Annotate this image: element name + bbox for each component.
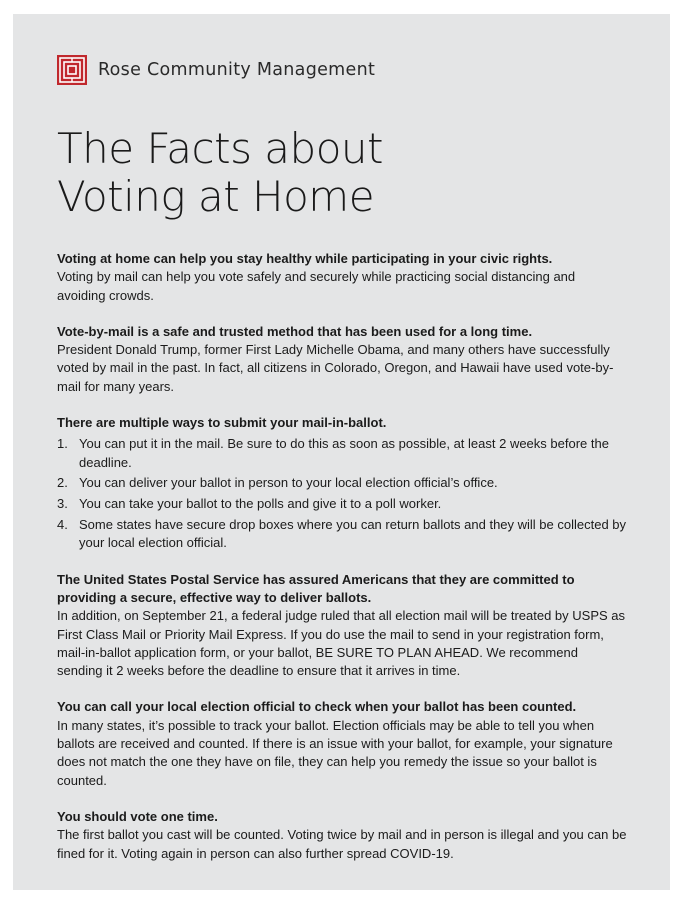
list-item-text: You can put it in the mail. Be sure to do this as soon as possible, at least 2 weeks before the deadline. <box>79 436 609 470</box>
section-heading: You can call your local election official to check when your ballot has been counted. <box>57 699 577 715</box>
section-stay-healthy <box>57 250 627 305</box>
section-body: Voting by mail can help you vote safely and securely while practicing social distancing and avoiding crowds. <box>57 269 576 303</box>
list-item <box>57 495 627 513</box>
submit-ways-list <box>57 435 627 552</box>
list-item-number: 2. <box>57 475 68 491</box>
list-item-text: You can take your ballot to the polls and give it to a poll worker. <box>79 496 442 512</box>
section-body: In addition, on September 21, a federal judge ruled that all election mail will be treated by USPS as First Class Mail or Priority Mail Express. If you do use the mail to send in your registration form, mail-in-ballot application form, or your ballot, BE SURE TO PLAN AHEAD. We recommend sending it 2 weeks before the deadline to ensure that it arrives in time. <box>57 608 626 679</box>
section-heading: There are multiple ways to submit your mail-in-ballot. <box>57 415 387 431</box>
section-body: In many states, it’s possible to track your ballot. Election officials may be able to tell you when ballots are received and counted. If there is an issue with your ballot, for example, your signature does not match the one they have on file, they can help you remedy the issue so your ballot is counted. <box>57 717 613 788</box>
page-title <box>57 125 383 221</box>
list-item-text: You can deliver your ballot in person to your local election official’s office. <box>79 475 498 491</box>
section-body: President Donald Trump, former First Lady Michelle Obama, and many others have successfully voted by mail in the past. In fact, all citizens in Colorado, Oregon, and Hawaii have used vote-by-mail for many years. <box>57 342 614 394</box>
section-heading: Vote-by-mail is a safe and trusted method that has been used for a long time. <box>57 323 533 339</box>
rose-square-logo-icon <box>57 55 87 85</box>
fact-sections <box>57 250 627 863</box>
title-line-1: The Facts about <box>57 124 383 173</box>
brand-name: Rose Community Management <box>98 60 376 80</box>
section-submit-ways <box>57 414 627 553</box>
title-line-2: Voting at Home <box>57 172 375 221</box>
section-heading: You should vote one time. <box>57 808 218 824</box>
flyer-page <box>13 14 670 890</box>
section-usps <box>57 571 627 681</box>
section-body: The first ballot you cast will be counted. Voting twice by mail and in person is illegal and you can be fined for it. Voting again in person can also further spread COVID-19. <box>57 827 627 861</box>
list-item-text: Some states have secure drop boxes where you can return ballots and they will be collected by your local election official. <box>79 517 627 551</box>
list-item <box>57 516 627 553</box>
list-item-number: 1. <box>57 436 68 452</box>
list-item <box>57 435 627 472</box>
list-item-number: 3. <box>57 496 68 512</box>
section-heading: The United States Postal Service has assured Americans that they are committed to providing a secure, effective way to deliver ballots. <box>57 571 575 605</box>
section-safe-trusted <box>57 323 627 396</box>
section-track-ballot <box>57 698 627 789</box>
section-vote-once <box>57 808 627 863</box>
brand-header <box>57 54 375 86</box>
section-heading: Voting at home can help you stay healthy while participating in your civic rights. <box>57 251 553 266</box>
list-item-number: 4. <box>57 517 68 533</box>
list-item <box>57 474 627 492</box>
